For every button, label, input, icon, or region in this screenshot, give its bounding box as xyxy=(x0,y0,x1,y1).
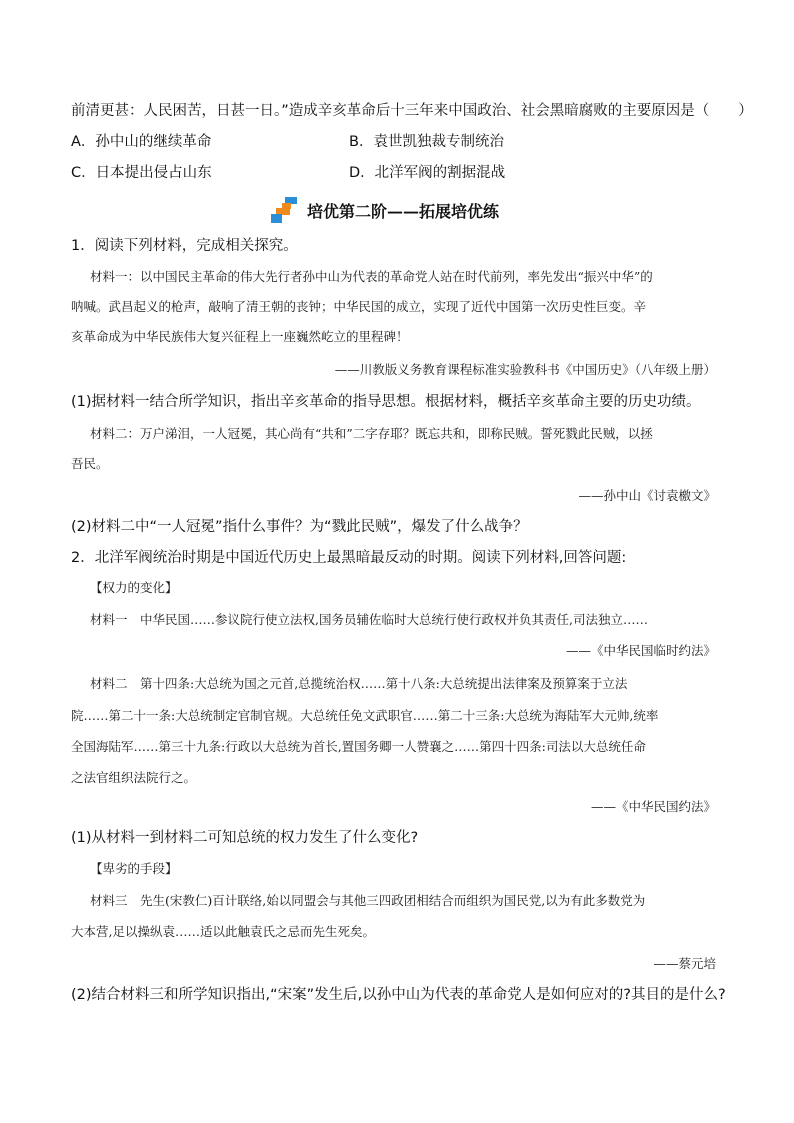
q1-material1-source: ——川教版义务教育课程标准实验教科书《中国历史》（八年级上册） xyxy=(334,362,716,377)
q2-sub2: (2)结合材料三和所学知识指出,“宋案”发生后,以孙中山为代表的革命党人是如何应对的?其目的是什么? xyxy=(71,987,726,1003)
q2-material3-line1: 材料三 先生(宋教仁)百计联络,始以同盟会与其他三四政团相结合而组织为国民党,以为有此多数党为 xyxy=(90,893,646,908)
q2-material2-line3: 全国海陆军……第三十九条:行政以大总统为首长,置国务卿一人赞襄之……第四十四条:司法以大总统任命 xyxy=(71,739,646,754)
option-a: A．孙中山的继续革命 xyxy=(71,134,212,150)
q2-heading-power: 【权力的变化】 xyxy=(90,580,178,595)
q2-material2-line2: 院……第二十一条:大总统制定官制官规。大总统任免文武职官……第二十三条:大总统为海陆军大元帅,统率 xyxy=(71,708,659,723)
q2-material2-line1: 材料二 第十四条:大总统为国之元首,总揽统治权……第十八条:大总统提出法律案及预算案于立法 xyxy=(90,676,628,691)
q2-sub1: (1)从材料一到材料二可知总统的权力发生了什么变化? xyxy=(71,830,419,846)
q2-material1-source: ——《中华民国临时约法》 xyxy=(565,643,716,658)
option-d: D．北洋军阀的割据混战 xyxy=(349,165,506,181)
q2-material3-line2: 大本营,足以操纵袁……适以此触袁氏之忌而先生死矣。 xyxy=(71,924,375,939)
q1-material2-source: ——孙中山《讨袁檄文》 xyxy=(578,488,716,503)
section-title: 培优第二阶——拓展培优练 xyxy=(307,202,500,221)
option-b: B．袁世凯独裁专制统治 xyxy=(349,134,504,150)
q1-material2-line2: 吾民。 xyxy=(71,456,109,471)
q2-material2-line4: 之法官组织法院行之。 xyxy=(71,770,197,785)
q2-heading-means: 【卑劣的手段】 xyxy=(90,861,178,876)
q1-material1-line1: 材料一：以中国民主革命的伟大先行者孙中山为代表的革命党人站在时代前列，率先发出“振兴中华”的 xyxy=(90,269,653,284)
q1-material1-line2: 呐喊。武昌起义的枪声，敲响了清王朝的丧钟；中华民国的成立，实现了近代中国第一次历史性巨变。辛 xyxy=(71,299,647,314)
q1-sub2: (2)材料二中“一人冠冕”指什么事件？为“戮此民贼”，爆发了什么战争？ xyxy=(71,519,528,535)
q2-material1: 材料一 中华民国……参议院行使立法权,国务员辅佐临时大总统行使行政权并负其责任,司法独立…… xyxy=(90,612,648,627)
q1-sub1: (1)据材料一结合所学知识，指出辛亥革命的指导思想。根据材料，概括辛亥革命主要的历史功绩。 xyxy=(71,394,701,410)
option-c: C．日本提出侵占山东 xyxy=(71,165,212,181)
section-banner-icon xyxy=(271,197,297,223)
q1-material2-line1: 材料二：万户涕泪，一人冠冕，其心尚有“共和”二字存耶？既忘共和，即称民贼。誓死戮此民贼，以拯 xyxy=(90,426,653,441)
q1-stem: 1．阅读下列材料，完成相关探究。 xyxy=(71,238,298,254)
section-banner xyxy=(271,197,571,223)
q2-stem: 2．北洋军阀统治时期是中国近代历史上最黑暗最反动的时期。阅读下列材料,回答问题: xyxy=(71,550,627,566)
q2-material3-source: ——蔡元培 xyxy=(653,956,716,971)
q1-material1-line3: 亥革命成为中华民族伟大复兴征程上一座巍然屹立的里程碑！ xyxy=(71,329,409,344)
question-tail: 前清更甚：人民困苦，日甚一日。”造成辛亥革命后十三年来中国政治、社会黑暗腐败的主要原因是（ ） xyxy=(71,103,753,119)
q2-material2-source: ——《中华民国约法》 xyxy=(590,799,716,814)
